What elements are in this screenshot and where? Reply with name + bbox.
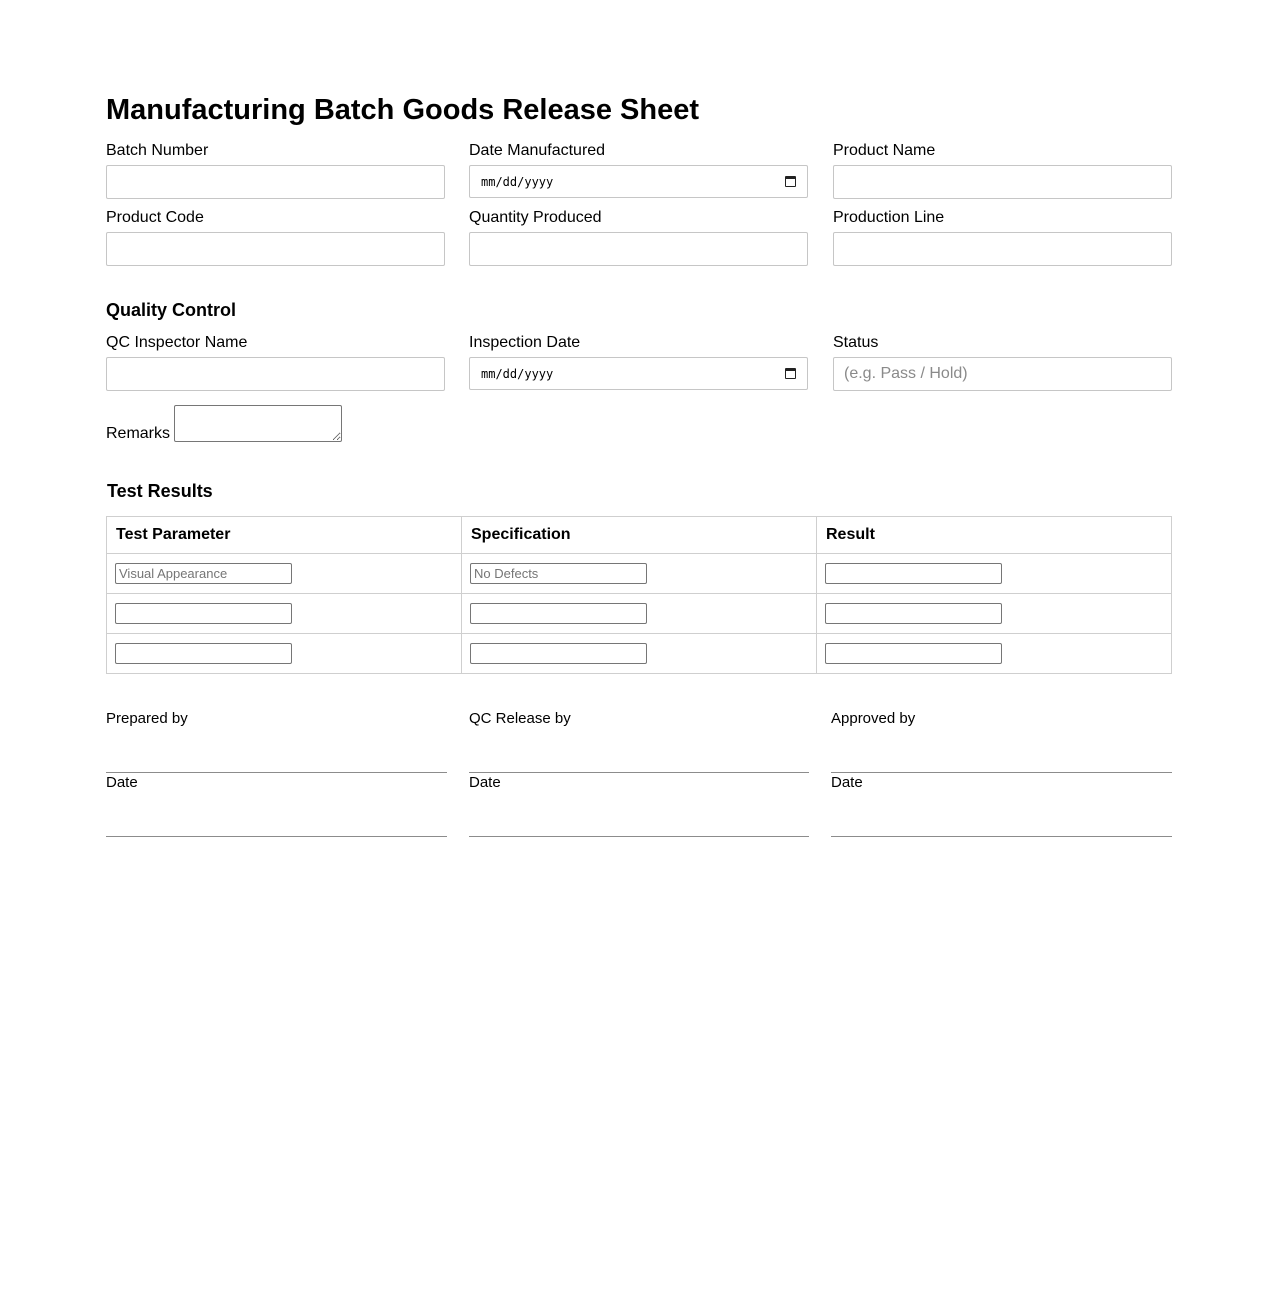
table-cell [817, 594, 1172, 634]
status-field [833, 334, 1172, 391]
qc-inspector-field [106, 334, 445, 391]
product-code-label: Product Code [106, 209, 204, 226]
qc-release-by-date-label: Date [469, 774, 501, 791]
approved-by-label: Approved by [831, 710, 916, 727]
specification-input[interactable] [470, 643, 647, 664]
product-name-label: Product Name [833, 142, 936, 159]
table-cell [462, 554, 817, 594]
date-manufactured-input[interactable] [469, 165, 808, 198]
qc-inspector-input[interactable] [106, 357, 445, 391]
approved-by-date-line[interactable] [831, 836, 1172, 837]
inspection-date-label: Inspection Date [469, 334, 581, 351]
batch-number-input[interactable] [106, 165, 445, 199]
prepared-by-date-line[interactable] [106, 836, 447, 837]
prepared-by-line[interactable] [106, 772, 447, 773]
production-line-input[interactable] [833, 232, 1172, 266]
test-results-table [106, 516, 1172, 674]
table-cell [462, 634, 817, 674]
quantity-produced-label: Quantity Produced [469, 209, 602, 226]
production-line-field [833, 209, 1172, 266]
qc-release-by-date-line[interactable] [469, 836, 809, 837]
specification-input[interactable] [470, 563, 647, 584]
quality-control-heading: Quality Control [106, 300, 236, 320]
approved-by-date-label: Date [831, 774, 863, 791]
quantity-produced-input[interactable] [469, 232, 808, 266]
test-parameter-input[interactable] [115, 603, 292, 624]
table-row [107, 554, 1172, 594]
quantity-produced-field [469, 209, 808, 266]
qc-inspector-label: QC Inspector Name [106, 334, 248, 351]
prepared-by-label: Prepared by [106, 710, 188, 727]
inspection-date-field [469, 334, 808, 390]
test-parameter-input[interactable] [115, 563, 292, 584]
inspection-date-value: mm/dd/yyyy [481, 366, 554, 381]
prepared-by-date-label: Date [106, 774, 138, 791]
remarks-label: Remarks [106, 425, 171, 442]
table-cell [462, 594, 817, 634]
table-row [107, 594, 1172, 634]
qc-release-by-signature [469, 710, 809, 837]
status-input[interactable] [833, 357, 1172, 391]
product-code-field [106, 209, 445, 266]
prepared-by-signature [106, 710, 447, 837]
result-input[interactable] [825, 563, 1002, 584]
table-cell [107, 554, 462, 594]
result-input[interactable] [825, 603, 1002, 624]
test-parameter-input[interactable] [115, 643, 292, 664]
product-name-input[interactable] [833, 165, 1172, 199]
calendar-icon[interactable] [785, 368, 796, 379]
column-header-test-parameter: Test Parameter [107, 517, 462, 554]
page-title: Manufacturing Batch Goods Release Sheet [106, 94, 700, 126]
calendar-icon[interactable] [785, 176, 796, 187]
table-cell [107, 634, 462, 674]
table-cell [817, 554, 1172, 594]
status-label: Status [833, 334, 879, 351]
batch-number-field [106, 142, 445, 199]
product-name-field [833, 142, 1172, 199]
qc-release-by-label: QC Release by [469, 710, 571, 727]
remarks-field [106, 405, 342, 442]
date-manufactured-value: mm/dd/yyyy [481, 174, 554, 189]
table-cell [817, 634, 1172, 674]
approved-by-line[interactable] [831, 772, 1172, 773]
inspection-date-input[interactable] [469, 357, 808, 390]
batch-number-label: Batch Number [106, 142, 209, 159]
specification-input[interactable] [470, 603, 647, 624]
column-header-result: Result [817, 517, 1172, 554]
qc-release-by-line[interactable] [469, 772, 809, 773]
table-row [107, 634, 1172, 674]
table-header-row [107, 517, 1172, 554]
test-results-heading: Test Results [107, 481, 213, 501]
table-cell [107, 594, 462, 634]
product-code-input[interactable] [106, 232, 445, 266]
result-input[interactable] [825, 643, 1002, 664]
date-manufactured-label: Date Manufactured [469, 142, 606, 159]
date-manufactured-field [469, 142, 808, 198]
remarks-textarea[interactable] [174, 405, 342, 442]
column-header-specification: Specification [462, 517, 817, 554]
approved-by-signature [831, 710, 1172, 837]
production-line-label: Production Line [833, 209, 945, 226]
